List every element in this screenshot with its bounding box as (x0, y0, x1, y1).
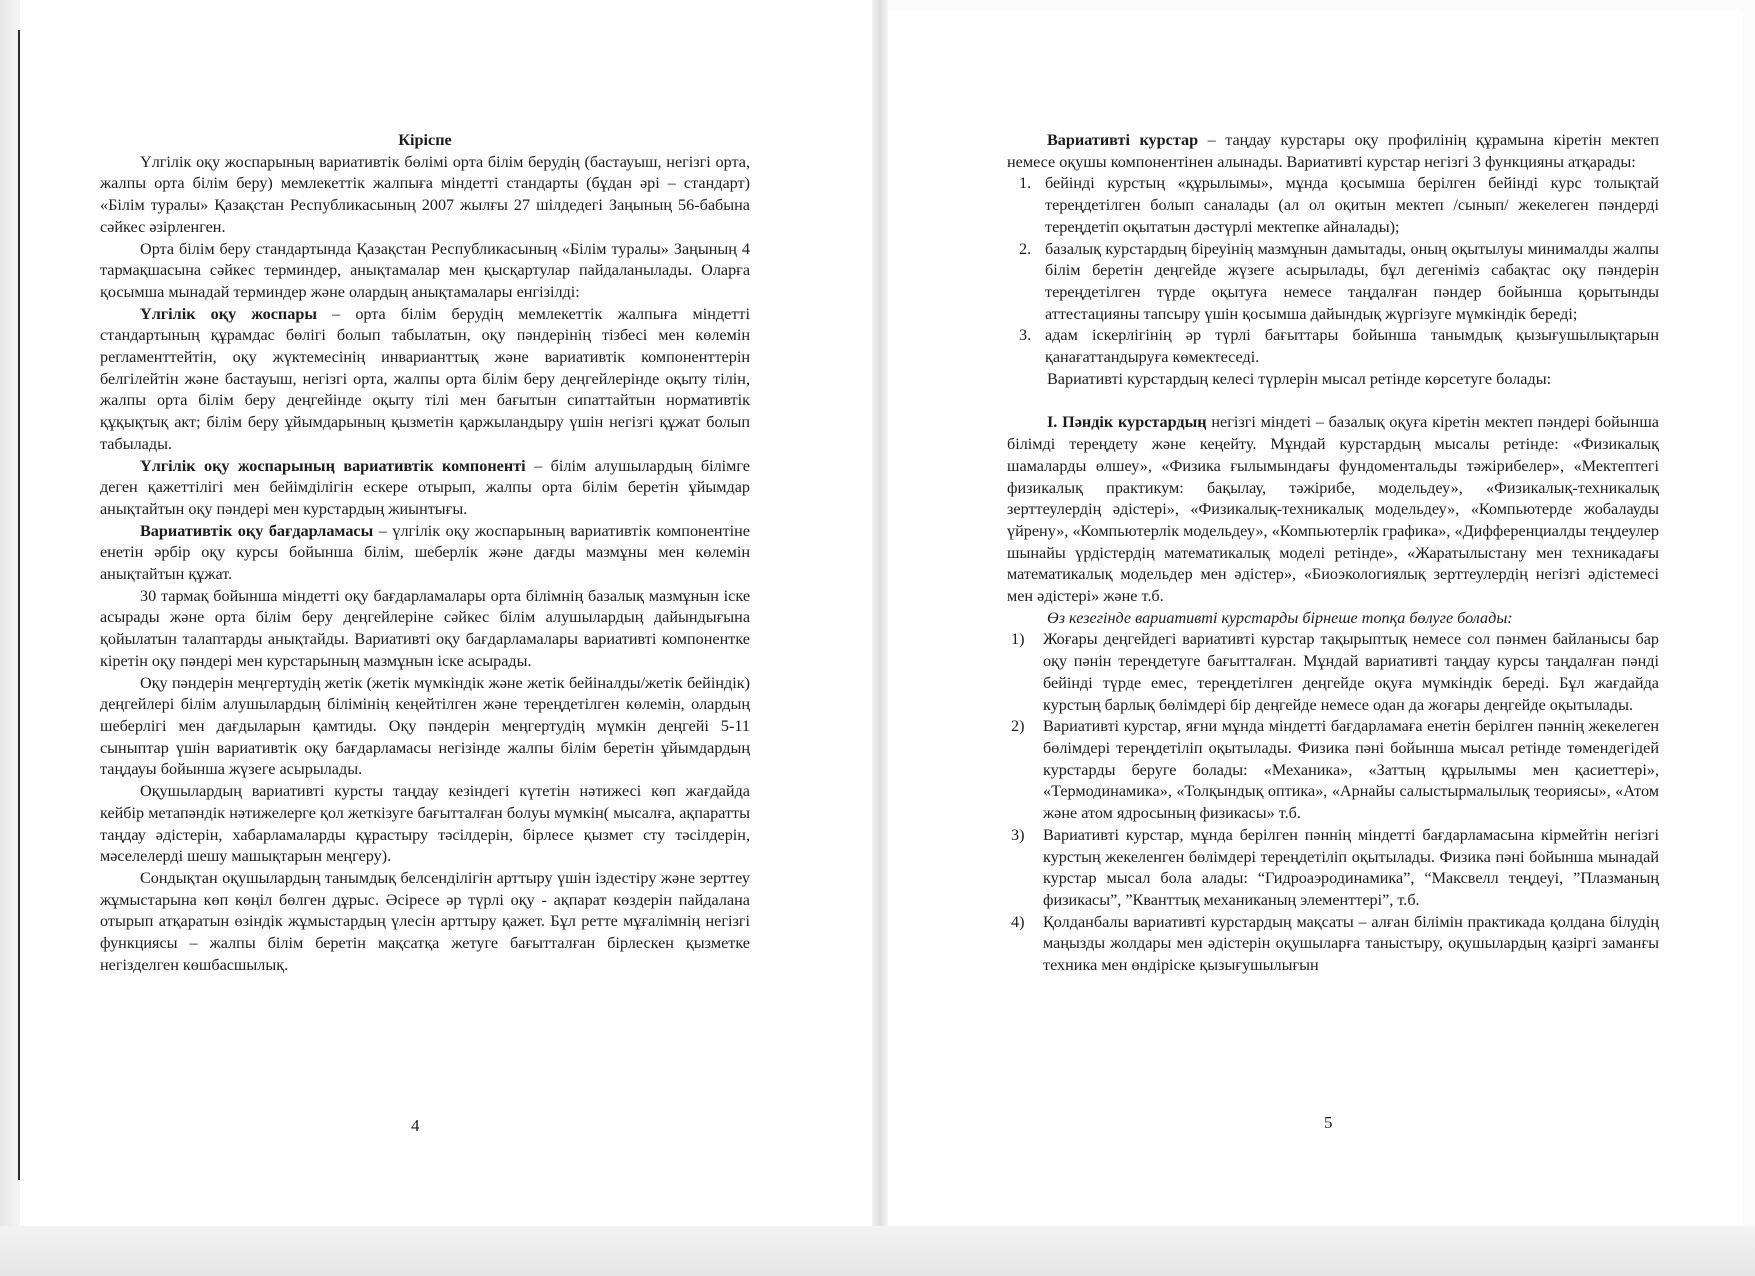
list-item (1007, 239, 1659, 326)
list-number: 3. (1019, 326, 1032, 345)
italic-note: Өз кезегінде вариативті курстарды бірнеше топқа бөлуге болады: (1047, 608, 1513, 627)
section-term: І. Пәндік курстардың (1047, 413, 1207, 432)
list-number: 2) (1011, 717, 1025, 736)
paragraph: Оқу пәндерін меңгертудің жетік (жетік мүмкіндік және жетік бейіналды/жетік бейіндік) деңгейлері білім алушылардың білімінің кеңейтілген және тереңдетілген көлемін, олардың шеберлігі мен дағдыларын қамтиды. Оқу пәндерін меңгертудің мүмкін деңгейі 5-11 сыныптар үшін вариативтік оқу бағдарламасы негізінде жалпы білім беретін ұйымдардың таңдауы бойынша жүзеге асырылады. (100, 673, 750, 779)
definition-paragraph (1007, 130, 1659, 173)
list-item (1007, 825, 1659, 912)
list-item-text: Вариативті курстар, мұнда берілген пәннің міндетті бағдарламасына кірмейтін негізгі курстың жекеленген бөлімдері тереңдетіліп оқытылады. Физика пәні бойынша мынадай курстар мысал бола алады: “Гидроаэродинамика”, “Максвелл теңдеуі, ”Плазманың физикасы”, ”Кванттық механиканың элементтері”, т.б. (1043, 825, 1659, 909)
defined-term: Үлгілік оқу жоспары (140, 304, 317, 323)
definition-text: – үлгілік оқу жоспарының вариативтік компонентіне енетін әрбір оқу курсы бойынша білім, шеберлік және дағды мазмұны мен көлемін анықтайтын құжат. (100, 521, 750, 584)
list-item (1007, 716, 1659, 825)
right-page-text (1007, 130, 1659, 977)
definition-text: – білім алушылардың білімге деген қажеттілігі мен бейімділігін ескере отырып, жалпы орта білім беретін ұйымдар анықтайтын оқу пәндері мен курстардың жиынтығы. (100, 456, 750, 518)
list-item (1007, 325, 1659, 368)
spacer (1007, 390, 1659, 412)
defined-term: Вариативтік оқу бағдарламасы (140, 521, 374, 540)
definition-paragraph (100, 456, 750, 521)
book-gutter (872, 0, 888, 1276)
list-number: 1) (1011, 630, 1025, 649)
defined-term: Вариативті курстар (1047, 131, 1199, 149)
list-item-text: Қолданбалы вариативті курстардың мақсаты – алған білімін практикада қолдана білудің маңызды жолдары мен әдістерін оқушыларға таныстыру, оқушылардың қазіргі заманғы техника мен өндіріске қызығушылығын (1043, 912, 1659, 975)
list-item (1007, 173, 1659, 238)
list-item-text: Вариативті курстар, яғни мұнда міндетті бағдарламаға енетін берілген пәннің жекелеген бөлімдері тереңдетіліп оқытылады. Физика пәні бойынша мысал ретінде төмендегідей курстарды беруге болады: «Механика», «Заттың құрылымы мен қасиеттері», «Термодинамика», «Толқындық оптика», «Арнайы салыстырмалылық теориясы», «Атом және атом ядросының физикасы» т.б. (1043, 717, 1659, 823)
page-heading: Кіріспе (398, 131, 452, 149)
page-number-left: 4 (411, 1116, 420, 1135)
bottom-scan-shadow (0, 1226, 1755, 1276)
list-item (1007, 912, 1659, 977)
definition-paragraph (1007, 412, 1659, 607)
functions-list (1007, 173, 1659, 368)
list-item-text: Жоғары деңгейдегі вариативті курстар тақырыптық немесе сол пәнмен байланысы бар оқу пәнін тереңдетуге бағытталған. Мұндай вариативті таңдау курсы таңдалған пәнді бейінді түрде емес, тереңдетілген деңгейде оқуға мүмкіндік береді. Бұл жағдайда курстың барлық бөлімдері бір деңгейде немесе одан да жоғары деңгейде оқытылады. (1043, 630, 1659, 714)
list-number: 1. (1019, 174, 1032, 193)
list-number: 4) (1011, 912, 1025, 931)
paragraph: 30 тармақ бойынша міндетті оқу бағдарламалары орта білімнің базалық мазмұнын іске асырады және орта білім беру деңгейлеріне сәйкес білім алушылардың дайындығына қойылатын талаптарды анықтайды. Вариативті оқу бағдарламалары вариативті компонентке кіретін оқу пәндері мен курстарының мазмұнын іске асырады. (100, 586, 750, 670)
list-item-text: базалық курстардың біреуінің мазмұнын дамытады, оның оқытылуы минималды жалпы білім беретін деңгейде жүзеге асырылады, бұл дегеніміз сабақтас оқу пәндерін тереңдетілген түрде оқытуға немесе таңдалған пәндер бойынша қорытынды аттестацияны тапсыру үшін қосымша дайындық жүргізуге мүмкіндік береді; (1045, 239, 1659, 323)
paragraph: Оқушылардың вариативті курсты таңдау кезіндегі күтетін нәтижесі көп жағдайда кейбір метапәндік нәтижелерге қол жеткізуге бағытталған болуы мүмкін( мысалға, ақпаратты таңдау әдістерін, хабарламаларды құрастыру тәсілдерін, бірлесе қызмет сту тәсілдерін, мәселелерді шешу машықтарын меңгеру). (100, 782, 750, 866)
course-groups-list (1007, 629, 1659, 976)
paragraph: Вариативті курстардың келесі түрлерін мысал ретінде көрсетуге болады: (1047, 369, 1552, 388)
list-number: 3) (1011, 825, 1025, 844)
definition-text: – таңдау курстары оқу профилінің құрамына кіретін мектеп немесе оқушы компонентінен алынады. Вариативті курстар негізгі 3 функцияны атқарады: (1007, 131, 1659, 171)
paragraph: Сондықтан оқушылардың танымдық белсенділігін арттыру үшін іздестіру және зерттеу жұмыстарына көп көңіл бөлген дұрыс. Әсіресе әр түрлі оқу - ақпарат көздерін пайдалана отырып атқаратын өзіндік жұмыстардың үлесін арттыру қажет. Бұл ретте мұғалімнің негізгі функциясы – жалпы білім беретін мақсатқа жетуге бағытталған бірлескен қызметке негізделген көшбасшылық. (100, 868, 750, 974)
list-item-text: бейінді курстың «құрылымы», мұнда қосымша берілген бейінді курс толықтай тереңдетілген болып саналады (ал ол оқитын мектеп /сынып/ жекелеген пәндерді тереңдетіп оқытатын дәстүрлі мектепке айналады); (1045, 174, 1659, 236)
definition-paragraph (100, 304, 750, 456)
definition-text: – орта білім берудің мемлекеттік жалпыға міндетті стандартының құрамдас бөлігі болып табылатын, оқу пәндерінің тізбесі мен көлемін регламенттейтін, оқу жүктемесінің инварианттық және вариативтік компоненттерін белгілейтін және бастауыш, негізгі орта, жалпы орта білім беру деңгейлерінде оқыту тілін, жалпы орта білім беру деңгейінде оқыту тілі мен бағытын сипаттайтын нормативтік құқықтық акт; білім беру ұйымдарының қызметін қаржыландыру үшін негізгі құжат болып табылады. (100, 304, 750, 453)
left-page-text (100, 130, 750, 976)
defined-term: Үлгілік оқу жоспарының вариативтік компоненті (140, 456, 526, 475)
definition-paragraph (100, 521, 750, 586)
list-item (1007, 629, 1659, 716)
list-number: 2. (1019, 239, 1032, 258)
paragraph: Орта білім беру стандартында Қазақстан Республикасының «Білім туралы» Заңының 4 тармақшасына сәйкес терминдер, анықтамалар мен қысқартулар пайдаланылады. Оларға қосымша мынадай терминдер және олардың анықтамалары енгізілді: (100, 239, 750, 301)
list-item-text: адам іскерлігінің әр түрлі бағыттары бойынша танымдық қызығушылықтарын қанағаттандыруға көмектеседі. (1045, 326, 1659, 367)
page-number-right: 5 (1324, 1113, 1333, 1132)
paragraph: Үлгілік оқу жоспарының вариативтік бөлімі орта білім берудің (бастауыш, негізгі орта, жалпы орта білім беру) мемлекеттік жалпыға міндетті стандарты (бұдан әрі – стандарт) «Білім туралы» Қазақстан Республикасының 2007 жылғы 27 шілдедегі Заңының 56-бабына сәйкес әзірленген. (100, 152, 750, 236)
section-text: негізгі міндеті – базалық оқуға кіретін мектеп пәндері бойынша білімді тереңдету және кеңейту. Мұндай курстардың мысалы ретінде: «Физикалық шамаларды өлшеу», «Физика ғылымындағы фундоментальды тәжірибелер», «Мектептегі физикалық практикум: бақылау, тәжірибе, модельдеу», «Физикалық-техникалық зерттеулердің әдістері», «Физикалық-техникалық модельдеу», «Компьютерде жобалауды үйрену», «Компьютерлік модельдеу», «Компьютерлік графика», «Дифференциалды теңдеулер шынайы үрдістердің математикалық моделі ретінде», «Жаратылыстану мен техникадағы математикалық модельдер мен әдістер», «Биоэкологиялық зерттеулердің негізгі әдістемесі мен әдістері» және т.б. (1007, 413, 1659, 606)
